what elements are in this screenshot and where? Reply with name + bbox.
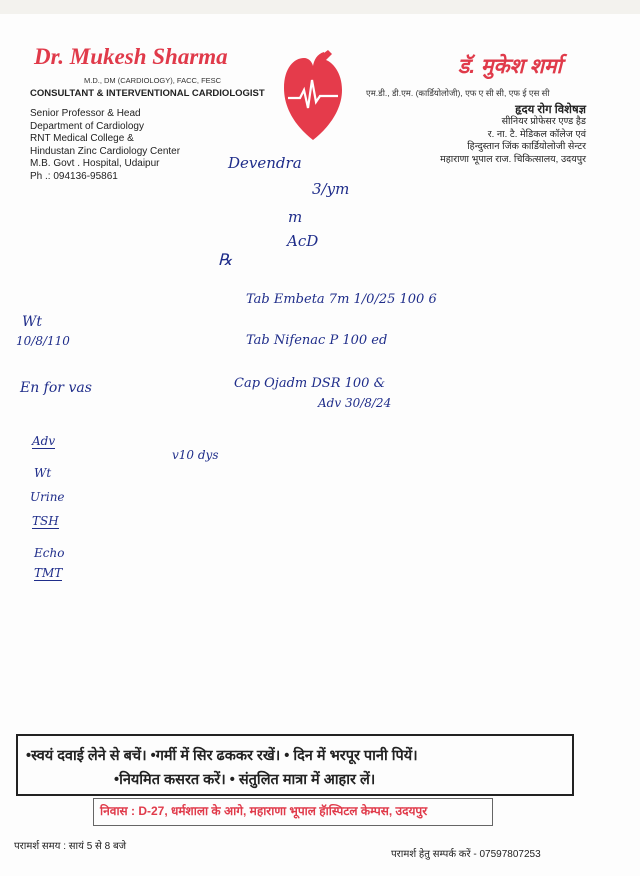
- order-item: Echo: [34, 546, 65, 560]
- followup-note: Adv 30/8/24: [318, 396, 392, 410]
- affiliation-line: M.B. Govt . Hospital, Udaipur: [30, 158, 160, 170]
- health-tip-line: •स्वयं दवाई लेने से बचें। •गर्मी में सिर ढककर रखें। • दिन में भरपूर पानी पियें।: [26, 748, 418, 764]
- order-item: Wt: [34, 466, 52, 480]
- patient-sex: m: [288, 208, 303, 226]
- affiliation-line-hindi: र. ना. टै. मेडिकल कॉलेज एवं: [487, 128, 586, 140]
- patient-age: 3/ym: [312, 180, 350, 198]
- consultation-time: परामर्श समय : सायं 5 से 8 बजे: [14, 841, 127, 852]
- affiliation-english: [30, 108, 180, 184]
- left-note: En for vas: [20, 380, 92, 396]
- degrees-hindi: एम.डी., डी.एम. (कार्डियोलोजी), एफ ए सी सी, एफ ई एस सी: [366, 88, 550, 98]
- affiliation-line: Hindustan Zinc Cardiology Center: [30, 145, 181, 157]
- rx-symbol: ℞: [218, 250, 233, 269]
- phone-line: Ph .: 094136-95861: [30, 170, 118, 182]
- affiliation-line: RNT Medical College &: [30, 133, 134, 145]
- vitals-weight: Wt: [22, 314, 43, 330]
- order-item: Urine: [30, 490, 65, 504]
- health-tip-line: •नियमित कसरत करें। • संतुलित मात्रा में आहार लें।: [114, 772, 376, 788]
- residence-address: निवास : D-27, धर्मशाला के आगे, महाराणा भूपाल हॅास्पिटल केम्पस, उदयपुर: [100, 804, 428, 818]
- degrees-english: M.D., DM (CARDIOLOGY), FACC, FESC: [84, 76, 222, 85]
- medication-line: Tab Nifenac P 100 ed: [246, 333, 388, 348]
- doctor-name-hindi: डॅ. मुकेश शर्मा: [458, 55, 562, 78]
- contact-number: परामर्श हेतु सम्पर्क करें - 07597807253: [391, 849, 541, 860]
- doctor-name-english: Dr. Mukesh Sharma: [34, 44, 228, 69]
- complaint: AcD: [287, 232, 319, 250]
- affiliation-line-hindi: सीनियर प्रोफेसर एण्ड हैड: [501, 116, 586, 128]
- vitals-bp: 10/8/110: [16, 334, 70, 348]
- affiliation-line: Senior Professor & Head: [30, 108, 141, 119]
- medication-line: Cap Ojadm DSR 100 &: [234, 376, 386, 391]
- middle-note: v10 dys: [172, 448, 219, 462]
- affiliation-hindi: [380, 104, 586, 166]
- patient-name: Devendra: [228, 154, 302, 172]
- order-item: Adv: [32, 434, 56, 448]
- affiliation-line: Department of Cardiology: [30, 120, 144, 132]
- medication-line: Tab Embeta 7m 1/0/25 100 6: [246, 292, 437, 307]
- designation-hindi: हृदय रोग विशेषज्ञ: [515, 104, 586, 116]
- heart-ecg-logo-icon: [282, 50, 344, 142]
- order-item: TSH: [32, 514, 59, 528]
- designation-english: CONSULTANT & INTERVENTIONAL CARDIOLOGIST: [30, 88, 265, 99]
- affiliation-line-hindi: महाराणा भूपाल राज. चिकित्सालय, उदयपुर: [440, 153, 586, 165]
- paper-top-edge: [0, 0, 640, 14]
- order-item: TMT: [34, 566, 63, 580]
- affiliation-line-hindi: हिन्दुस्तान जिंक कार्डियोलोजी सेन्टर: [467, 141, 586, 153]
